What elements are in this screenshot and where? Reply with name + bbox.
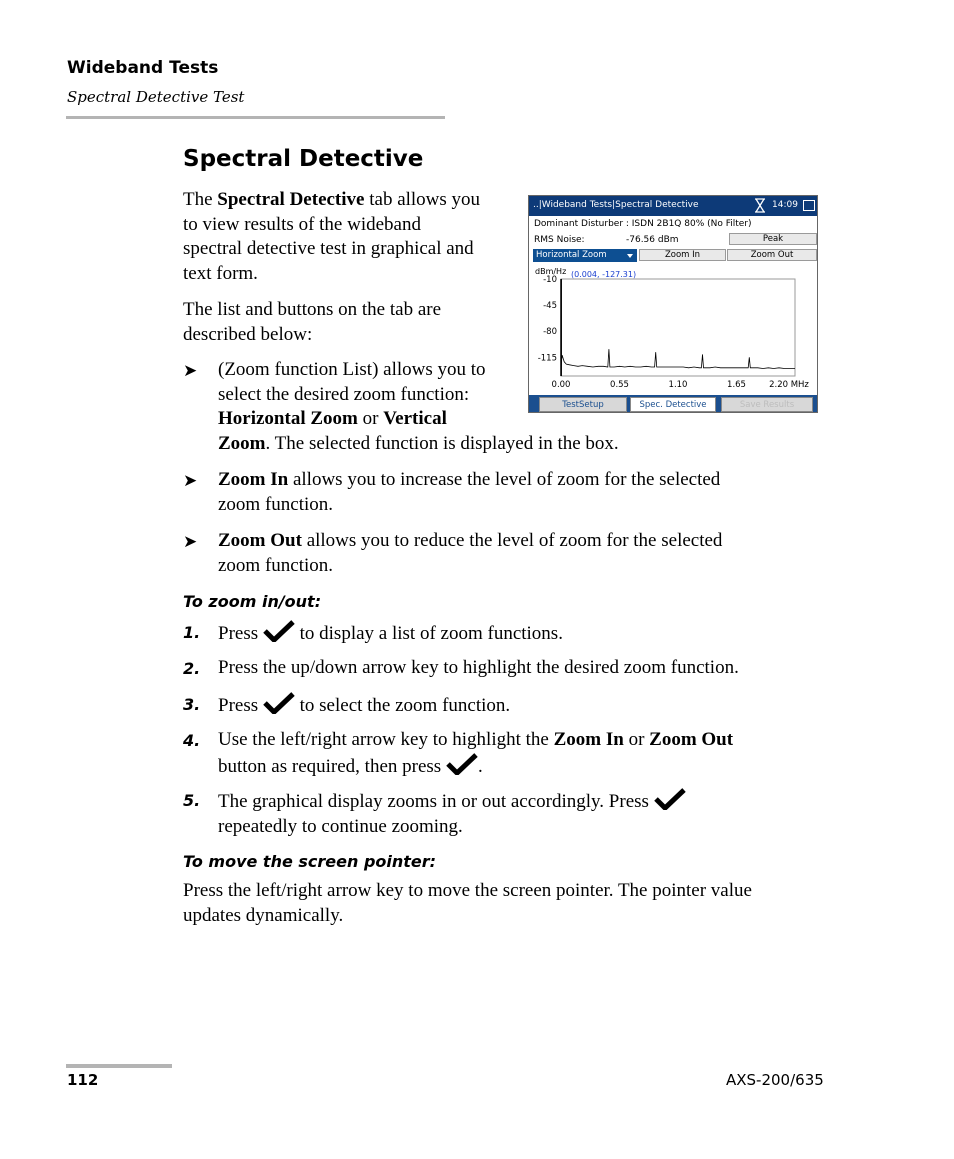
- header-divider: [66, 116, 445, 119]
- tab-testsetup[interactable]: TestSetup: [539, 397, 627, 412]
- intro-text: text form.: [183, 262, 258, 284]
- checkmark-icon: [654, 788, 686, 810]
- bullet-bold: Horizontal Zoom: [218, 408, 358, 429]
- bullet-text: allows you to increase the level of zoom for the selected: [288, 469, 721, 490]
- plot-marks: [538, 275, 810, 390]
- step-text: Use the left/right arrow key to highlight the: [218, 729, 554, 750]
- intro-bold: Spectral Detective: [217, 189, 365, 210]
- step-4: [218, 728, 818, 779]
- step-number: 2.: [183, 659, 201, 678]
- battery-icon: [803, 200, 815, 211]
- device-clock: 14:09: [772, 200, 798, 210]
- intro-text: The: [183, 189, 218, 210]
- peak-button[interactable]: Peak: [729, 233, 817, 245]
- bullet-text: or: [357, 408, 384, 429]
- x-tick-label: 1.65: [727, 380, 746, 390]
- zoom-function-value: Horizontal Zoom: [536, 250, 607, 260]
- x-tick-label: 0.55: [610, 380, 629, 390]
- bullet-arrow-icon: ➤: [183, 532, 198, 552]
- bullet-arrow-icon: ➤: [183, 361, 198, 381]
- y-tick-label: -115: [537, 353, 557, 364]
- step-3: [218, 692, 818, 719]
- bullet-text: zoom function.: [218, 493, 334, 515]
- step-2: Press the up/down arrow key to highlight the desired zoom function.: [218, 657, 739, 678]
- device-titlebar: [529, 196, 817, 216]
- device-screenshot: [528, 195, 818, 413]
- chevron-down-icon: [627, 254, 633, 258]
- bullet-arrow-icon: ➤: [183, 471, 198, 491]
- step-text: The graphical display zooms in or out accordingly. Press: [218, 791, 654, 812]
- step-text: or: [623, 729, 650, 750]
- chapter-title: Wideband Tests: [67, 58, 219, 78]
- bullet-bold: Zoom In: [218, 469, 289, 490]
- bullet-bold: Vertical: [383, 408, 447, 429]
- step-number: 4.: [183, 731, 201, 750]
- footer-divider: [66, 1064, 172, 1068]
- checkmark-icon: [263, 620, 295, 642]
- intro-paragraph-2: [183, 298, 518, 347]
- y-tick-label: -45: [543, 301, 557, 312]
- intro-text: described below:: [183, 323, 313, 345]
- cursor-readout: (0.004, -127.31): [571, 270, 637, 279]
- bullet-zoom-in: [218, 468, 818, 517]
- intro-text: tab allows you: [364, 189, 481, 210]
- bullet-bold: Zoom Out: [218, 530, 302, 551]
- step-text: Press: [218, 695, 263, 716]
- plot-frame: [561, 279, 795, 376]
- zoom-in-button[interactable]: Zoom In: [639, 249, 726, 261]
- dominant-disturber-label: Dominant Disturber : ISDN 2B1Q 80% (No Filter): [534, 219, 752, 229]
- y-axis-label: dBm/Hz: [535, 267, 567, 276]
- bullet-text: allows you to reduce the level of zoom for the selected: [301, 530, 723, 551]
- bullet-zoom-out: [218, 529, 818, 578]
- x-tick-label: 0.00: [551, 380, 571, 390]
- section-subtitle: Spectral Detective Test: [67, 88, 245, 106]
- step-bold: Zoom Out: [649, 729, 734, 750]
- y-tick-label: -80: [543, 327, 557, 338]
- checkmark-icon: [263, 692, 295, 714]
- procedure-title-zoom: To zoom in/out:: [183, 592, 322, 611]
- step-text: to select the zoom function.: [294, 695, 511, 716]
- step-5: [218, 788, 818, 839]
- intro-text: The list and buttons on the tab are: [183, 299, 442, 320]
- step-text: button as required, then press: [218, 755, 446, 777]
- zoom-function-select[interactable]: [533, 249, 637, 262]
- tab-save-results[interactable]: Save Results: [721, 397, 813, 412]
- rms-noise-value: -76.56 dBm: [626, 235, 679, 245]
- zoom-out-button[interactable]: Zoom Out: [727, 249, 817, 261]
- intro-paragraph-1: [183, 188, 518, 286]
- checkmark-icon: [446, 753, 478, 775]
- step-bold: Zoom In: [553, 729, 624, 750]
- spectrum-chart: [529, 266, 817, 394]
- model-number: AXS-200/635: [726, 1071, 824, 1089]
- step-text: Press the left/right arrow key to move the screen pointer. The pointer value: [183, 880, 752, 901]
- bullet-text: select the desired zoom function:: [218, 383, 470, 405]
- y-tick-label: -10: [543, 275, 557, 285]
- step-text: repeatedly to continue zooming.: [218, 815, 463, 837]
- bullet-text: (Zoom function List) allows you to: [218, 359, 486, 380]
- step-text: Press: [218, 623, 263, 644]
- device-title: ..|Wideband Tests|Spectral Detective: [533, 200, 699, 210]
- intro-text: to view results of the wideband: [183, 213, 421, 235]
- page-number: 112: [67, 1071, 99, 1089]
- step-text: .: [477, 755, 483, 777]
- step-number: 5.: [183, 791, 201, 810]
- step-number: 1.: [183, 623, 201, 642]
- x-tick-label: 2.20 MHz: [769, 380, 809, 390]
- bullet-bold: Zoom: [218, 432, 266, 454]
- rms-noise-label: RMS Noise:: [534, 235, 585, 245]
- device-tab-bar: [529, 395, 817, 413]
- procedure-pointer-text: [183, 879, 823, 928]
- step-1: [218, 620, 818, 647]
- page-title: Spectral Detective: [183, 146, 424, 172]
- x-tick-label: 1.10: [668, 380, 688, 390]
- step-text: updates dynamically.: [183, 904, 344, 926]
- step-number: 3.: [183, 695, 201, 714]
- bullet-text: zoom function.: [218, 554, 334, 576]
- intro-text: spectral detective test in graphical and: [183, 238, 474, 259]
- bullet-text: . The selected function is displayed in the box.: [265, 432, 619, 454]
- step-text: to display a list of zoom functions.: [294, 623, 563, 644]
- tab-spec-detective[interactable]: Spec. Detective: [630, 397, 716, 412]
- hourglass-icon: [753, 198, 767, 213]
- procedure-title-pointer: To move the screen pointer:: [183, 852, 437, 871]
